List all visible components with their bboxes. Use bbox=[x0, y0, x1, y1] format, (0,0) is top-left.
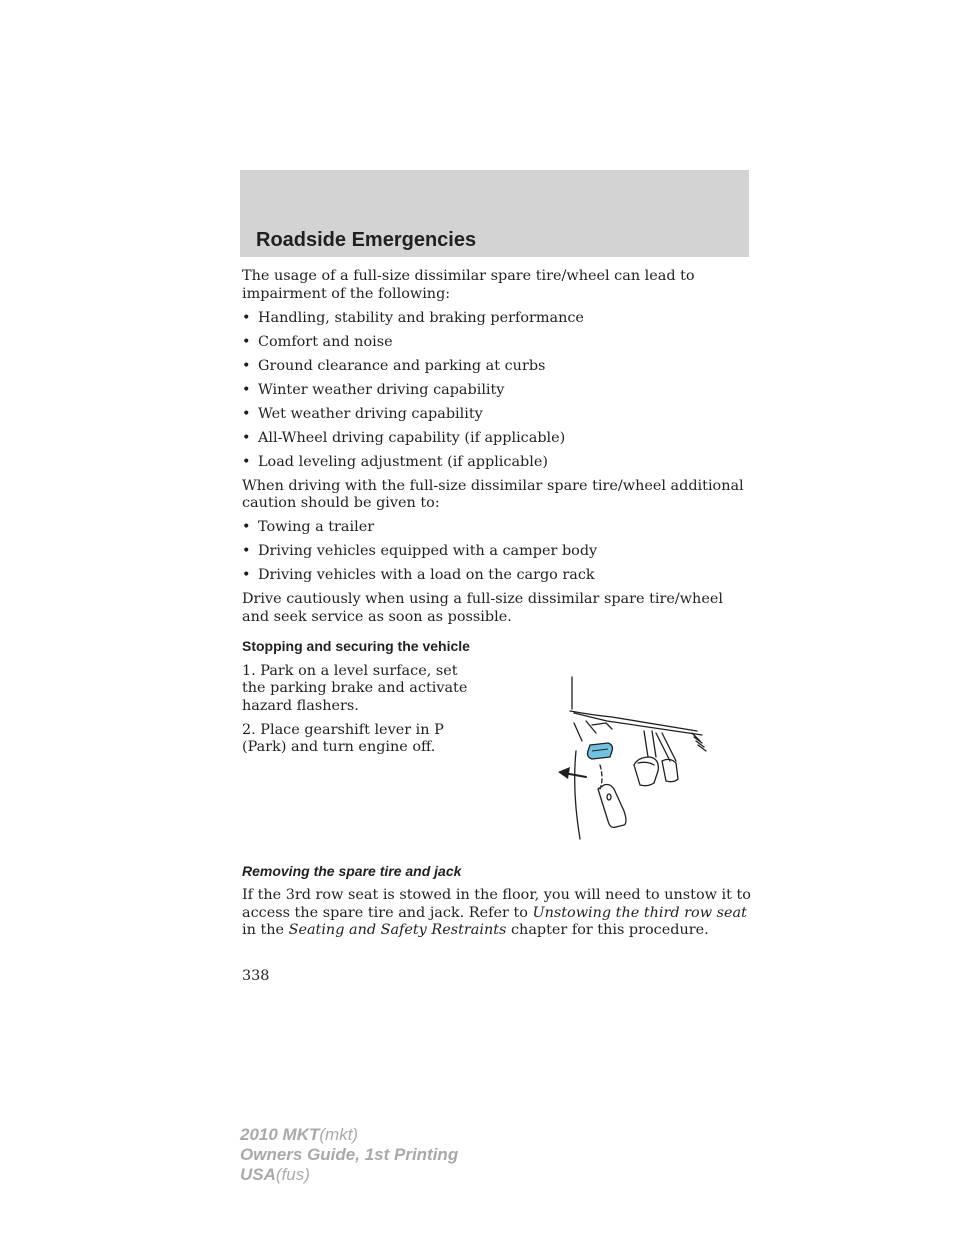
list-item: • Load leveling adjustment (if applicable) bbox=[242, 453, 548, 470]
bullet-icon: • bbox=[242, 309, 251, 326]
bullet-icon: • bbox=[242, 405, 251, 422]
caution-intro-paragraph: When driving with the full-size dissimilar spare tire/wheel additional caution should be given to: bbox=[242, 477, 744, 511]
bullet-icon: • bbox=[242, 567, 251, 583]
section-title: Roadside Emergencies bbox=[256, 229, 477, 251]
list-item: • Wet weather driving capability bbox=[242, 405, 483, 422]
page-number: 338 bbox=[242, 968, 270, 984]
list-item: • Driving vehicles equipped with a camper body bbox=[242, 543, 598, 559]
stopping-steps bbox=[242, 663, 752, 863]
removing-heading: Removing the spare tire and jack bbox=[242, 862, 462, 879]
footer-info: 2010 MKT(mkt) Owners Guide, 1st Printing USA(fus) bbox=[240, 1125, 459, 1184]
list-item: • Winter weather driving capability bbox=[242, 381, 505, 398]
step-2: 2. Place gearshift lever in P (Park) and turn engine off. bbox=[242, 721, 444, 755]
parking-brake-pedal-icon bbox=[588, 743, 613, 759]
impairment-list bbox=[242, 310, 752, 472]
bullet-icon: • bbox=[242, 429, 251, 446]
list-item: • Handling, stability and braking performance bbox=[242, 309, 584, 326]
list-item: • Driving vehicles with a load on the cargo rack bbox=[242, 567, 595, 583]
steps-text bbox=[242, 663, 482, 757]
stopping-heading: Stopping and securing the vehicle bbox=[242, 638, 470, 654]
list-item: • All-Wheel driving capability (if applicable) bbox=[242, 429, 566, 446]
arrow-icon bbox=[558, 767, 570, 779]
caution-list bbox=[242, 519, 752, 585]
list-item: • Comfort and noise bbox=[242, 333, 393, 350]
drive-note-paragraph: Drive cautiously when using a full-size dissimilar spare tire/wheel and seek service as soon as possible. bbox=[242, 591, 723, 625]
reference-chapter: Seating and Safety Restraints bbox=[288, 922, 507, 938]
bullet-icon: • bbox=[242, 543, 251, 559]
page-content bbox=[242, 268, 752, 946]
intro-paragraph: The usage of a full-size dissimilar spare tire/wheel can lead to impairment of the following: bbox=[242, 268, 695, 302]
bullet-icon: • bbox=[242, 519, 251, 535]
list-item: • Towing a trailer bbox=[242, 519, 375, 535]
bullet-icon: • bbox=[242, 381, 251, 398]
step-1: 1. Park on a level surface, set the parking brake and activate hazard flashers. bbox=[242, 662, 468, 714]
parking-brake-illustration bbox=[552, 671, 717, 841]
bullet-icon: • bbox=[242, 333, 251, 350]
list-item: • Ground clearance and parking at curbs bbox=[242, 357, 546, 374]
reference-unstowing: Unstowing the third row seat bbox=[532, 904, 747, 921]
bullet-icon: • bbox=[242, 357, 251, 374]
bullet-icon: • bbox=[242, 453, 251, 470]
removing-paragraph: If the 3rd row seat is stowed in the floor, you will need to unstow it to access the spare tire and jack. Refer to Unstowing the third row seat in the Seating and Safety Restraints chapter for this procedure. bbox=[242, 887, 751, 938]
